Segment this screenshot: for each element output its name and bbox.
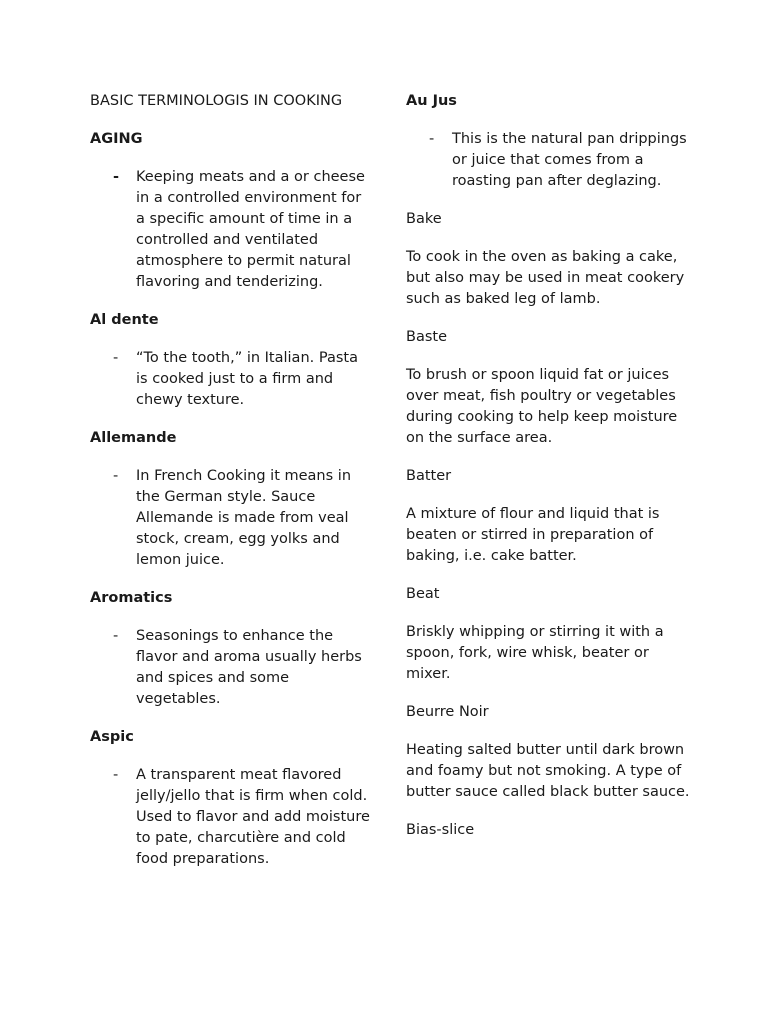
definition-aspic: [90, 765, 370, 870]
definition-text: Keeping meats and a or cheese in a controlled environment for a specific amount of time in a controlled and ventilated atmosphere to permit natural flavoring and tenderizing.: [136, 169, 365, 290]
definition-aromatics: [90, 626, 370, 710]
term-aging: AGING: [90, 131, 143, 147]
term-aspic: Aspic: [90, 729, 134, 745]
left-column: [90, 91, 370, 887]
bullet-dash: -: [113, 468, 119, 484]
definition-bake: To cook in the oven as baking a cake, but also may be used in meat cookery such as baked leg of lamb.: [406, 249, 685, 307]
term-aromatics: Aromatics: [90, 590, 173, 606]
bullet-dash: -: [113, 350, 119, 366]
term-beat: Beat: [406, 586, 440, 602]
definition-baste: To brush or spoon liquid fat or juices over meat, fish poultry or vegetables during cooking to help keep moisture on the surface area.: [406, 367, 678, 446]
definition-au-jus: [406, 129, 691, 192]
term-bias-slice: Bias-slice: [406, 822, 475, 838]
bullet-dash: -: [113, 767, 119, 783]
definition-beurre-noir: Heating salted butter until dark brown and foamy but not smoking. A type of butter sauce called black butter sauce.: [406, 742, 690, 800]
definition-text: “To the tooth,” in Italian. Pasta is cooked just to a firm and chewy texture.: [136, 350, 358, 408]
bullet-dash: -: [113, 169, 120, 185]
term-allemande: Allemande: [90, 430, 177, 446]
term-batter: Batter: [406, 468, 452, 484]
definition-allemande: [90, 466, 370, 571]
bullet-dash: -: [113, 628, 119, 644]
term-baste: Baste: [406, 329, 447, 345]
definition-text: Seasonings to enhance the flavor and aroma usually herbs and spices and some vegetables.: [136, 628, 362, 707]
definition-aging: [90, 167, 370, 293]
definition-text: In French Cooking it means in the German style. Sauce Allemande is made from veal stock, cream, egg yolks and lemon juice.: [136, 468, 352, 568]
definition-al-dente: [90, 348, 370, 411]
term-bake: Bake: [406, 211, 442, 227]
bullet-dash: -: [429, 131, 435, 147]
definition-text: This is the natural pan drippings or juice that comes from a roasting pan after deglazing.: [452, 131, 687, 189]
right-column: [406, 91, 691, 858]
term-beurre-noir: Beurre Noir: [406, 704, 489, 720]
definition-text: A transparent meat flavored jelly/jello that is firm when cold. Used to flavor and add moisture to pate, charcutière and cold food preparations.: [136, 767, 370, 867]
document-title: BASIC TERMINOLOGIS IN COOKING: [90, 93, 343, 109]
definition-batter: A mixture of flour and liquid that is beaten or stirred in preparation of baking, i.e. cake batter.: [406, 506, 660, 564]
term-al-dente: Al dente: [90, 312, 159, 328]
term-au-jus: Au Jus: [406, 93, 457, 109]
definition-beat: Briskly whipping or stirring it with a spoon, fork, wire whisk, beater or mixer.: [406, 624, 664, 682]
